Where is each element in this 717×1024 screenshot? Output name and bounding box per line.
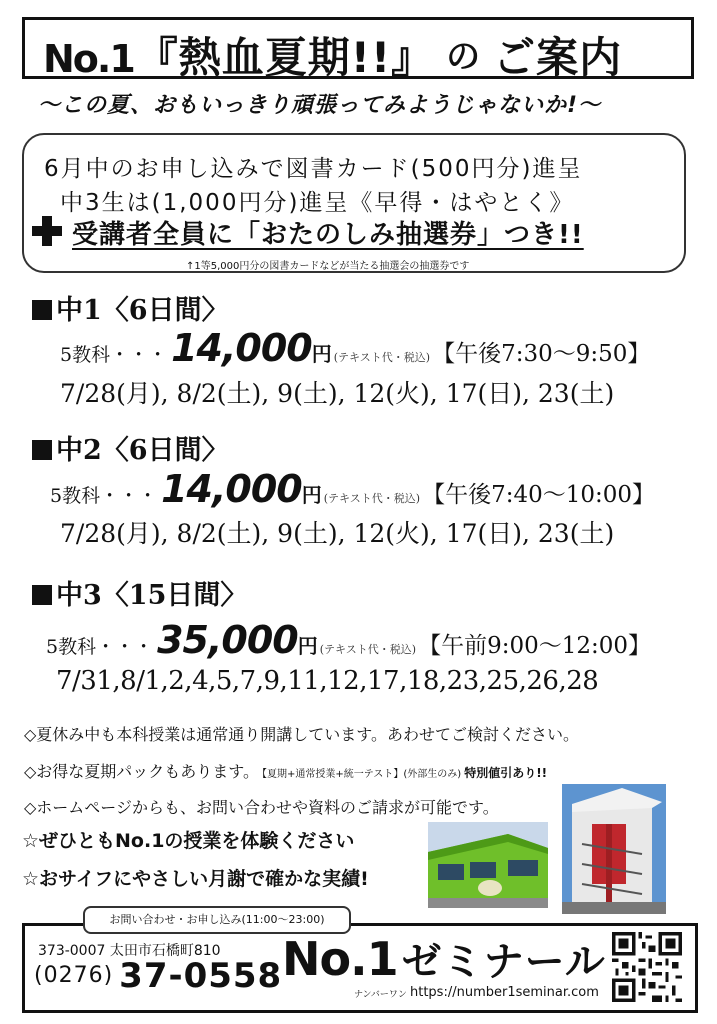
star-line-1: ☆ぜひともNo.1の授業を体験ください <box>22 830 355 852</box>
info-line-3: ◇ホームページからも、お問い合わせや資料のご請求が可能です。 <box>24 798 499 817</box>
phone-number[interactable] <box>34 956 282 996</box>
promo-note: ↑1等5,000円分の図書カードなどが当たる抽選会の抽選券です <box>186 261 470 272</box>
square-bullet-icon <box>32 300 52 320</box>
course-1-dates: 7/28(月), 8/2(土), 9(土), 12(火), 17(日), 23(土) <box>60 379 615 408</box>
course-2-subjects: 5教科・・・ <box>50 485 158 507</box>
course-3-price: 35,000 <box>157 618 298 662</box>
course-2-dates: 7/28(月), 8/2(土), 9(土), 12(火), 17(日), 23(土) <box>60 519 615 548</box>
brand-logo <box>282 930 606 987</box>
star-line-2: ☆おサイフにやさしい月謝で確かな実績! <box>22 868 369 890</box>
course-1-title: 中1〈6日間〉 <box>32 288 229 327</box>
promo-line-2: 中3生は(1,000円分)進呈《早得・はやとく》 <box>60 190 575 216</box>
course-3-title: 中3〈15日間〉 <box>32 573 247 612</box>
course-2-price-line <box>50 467 655 511</box>
course-3-tax-note: (テキスト代・税込) <box>319 643 417 656</box>
course-1-yen: 円 <box>311 342 332 366</box>
brand-no1: No.1 <box>282 932 398 986</box>
plus-icon <box>30 214 64 248</box>
website-link[interactable]: https://number1seminar.com <box>410 985 599 1000</box>
page-title <box>43 25 622 85</box>
course-3-time: 【午前9:00〜12:00】 <box>418 633 652 659</box>
brand-reading: ナンバーワン <box>354 990 407 1000</box>
course-1-time: 【午後7:30〜9:50】 <box>432 341 651 367</box>
course-3-yen: 円 <box>297 634 318 658</box>
course-2-price: 14,000 <box>161 467 302 511</box>
course-3-subjects: 5教科・・・ <box>46 636 154 658</box>
info-line-2-main: ◇お得な夏期パックもあります。 <box>24 762 260 781</box>
course-2-tax-note: (テキスト代・税込) <box>323 492 421 505</box>
subtitle: 〜この夏、おもいっきり頑張ってみようじゃないか!〜 <box>38 93 602 118</box>
course-1-tax-note: (テキスト代・税込) <box>333 351 431 364</box>
address: 373-0007 太田市石橋町810 <box>38 943 221 959</box>
course-3-price-line <box>46 618 651 662</box>
course-1-subjects: 5教科・・・ <box>60 344 168 366</box>
course-2-title: 中2〈6日間〉 <box>32 428 229 467</box>
school-building-photo <box>428 822 548 908</box>
contact-hours: お問い合わせ・お申し込み(11:00〜23:00) <box>83 906 351 934</box>
promo-line-1: 6月中のお申し込みで図書カード(500円分)進呈 <box>44 156 583 182</box>
course-1-price-line <box>60 326 650 370</box>
phone-area-code: (0276) <box>34 963 114 988</box>
promo-lottery-line: 受講者全員に「おたのしみ抽選券」つき!! <box>72 220 584 250</box>
title-no: の <box>446 37 482 77</box>
title-box <box>22 17 694 82</box>
course-2-time: 【午後7:40〜10:00】 <box>422 482 656 508</box>
info-line-2 <box>24 759 547 782</box>
school-stairs-photo <box>562 784 666 914</box>
square-bullet-icon <box>32 440 52 460</box>
title-no1: No.1 <box>43 37 134 81</box>
phone-main: 37-0558 <box>119 956 283 996</box>
brand-name: ゼミナール <box>401 939 606 985</box>
course-3-dates: 7/31,8/1,2,4,5,7,9,11,12,17,18,23,25,26,28 <box>56 666 599 696</box>
info-line-2-bold: 特別値引あり!! <box>464 766 548 780</box>
info-line-2-small: 【夏期+通常授業+統一テスト】(外部生のみ) <box>262 769 462 780</box>
course-2-yen: 円 <box>301 483 322 507</box>
qr-code-icon[interactable] <box>612 932 682 1002</box>
title-tail: ご案内 <box>493 33 623 82</box>
title-main: 『熱血夏期!!』 <box>135 33 435 82</box>
info-line-1: ◇夏休み中も本科授業は通常通り開講しています。あわせてご検討ください。 <box>24 725 580 744</box>
course-1-price: 14,000 <box>171 326 312 370</box>
square-bullet-icon <box>32 585 52 605</box>
